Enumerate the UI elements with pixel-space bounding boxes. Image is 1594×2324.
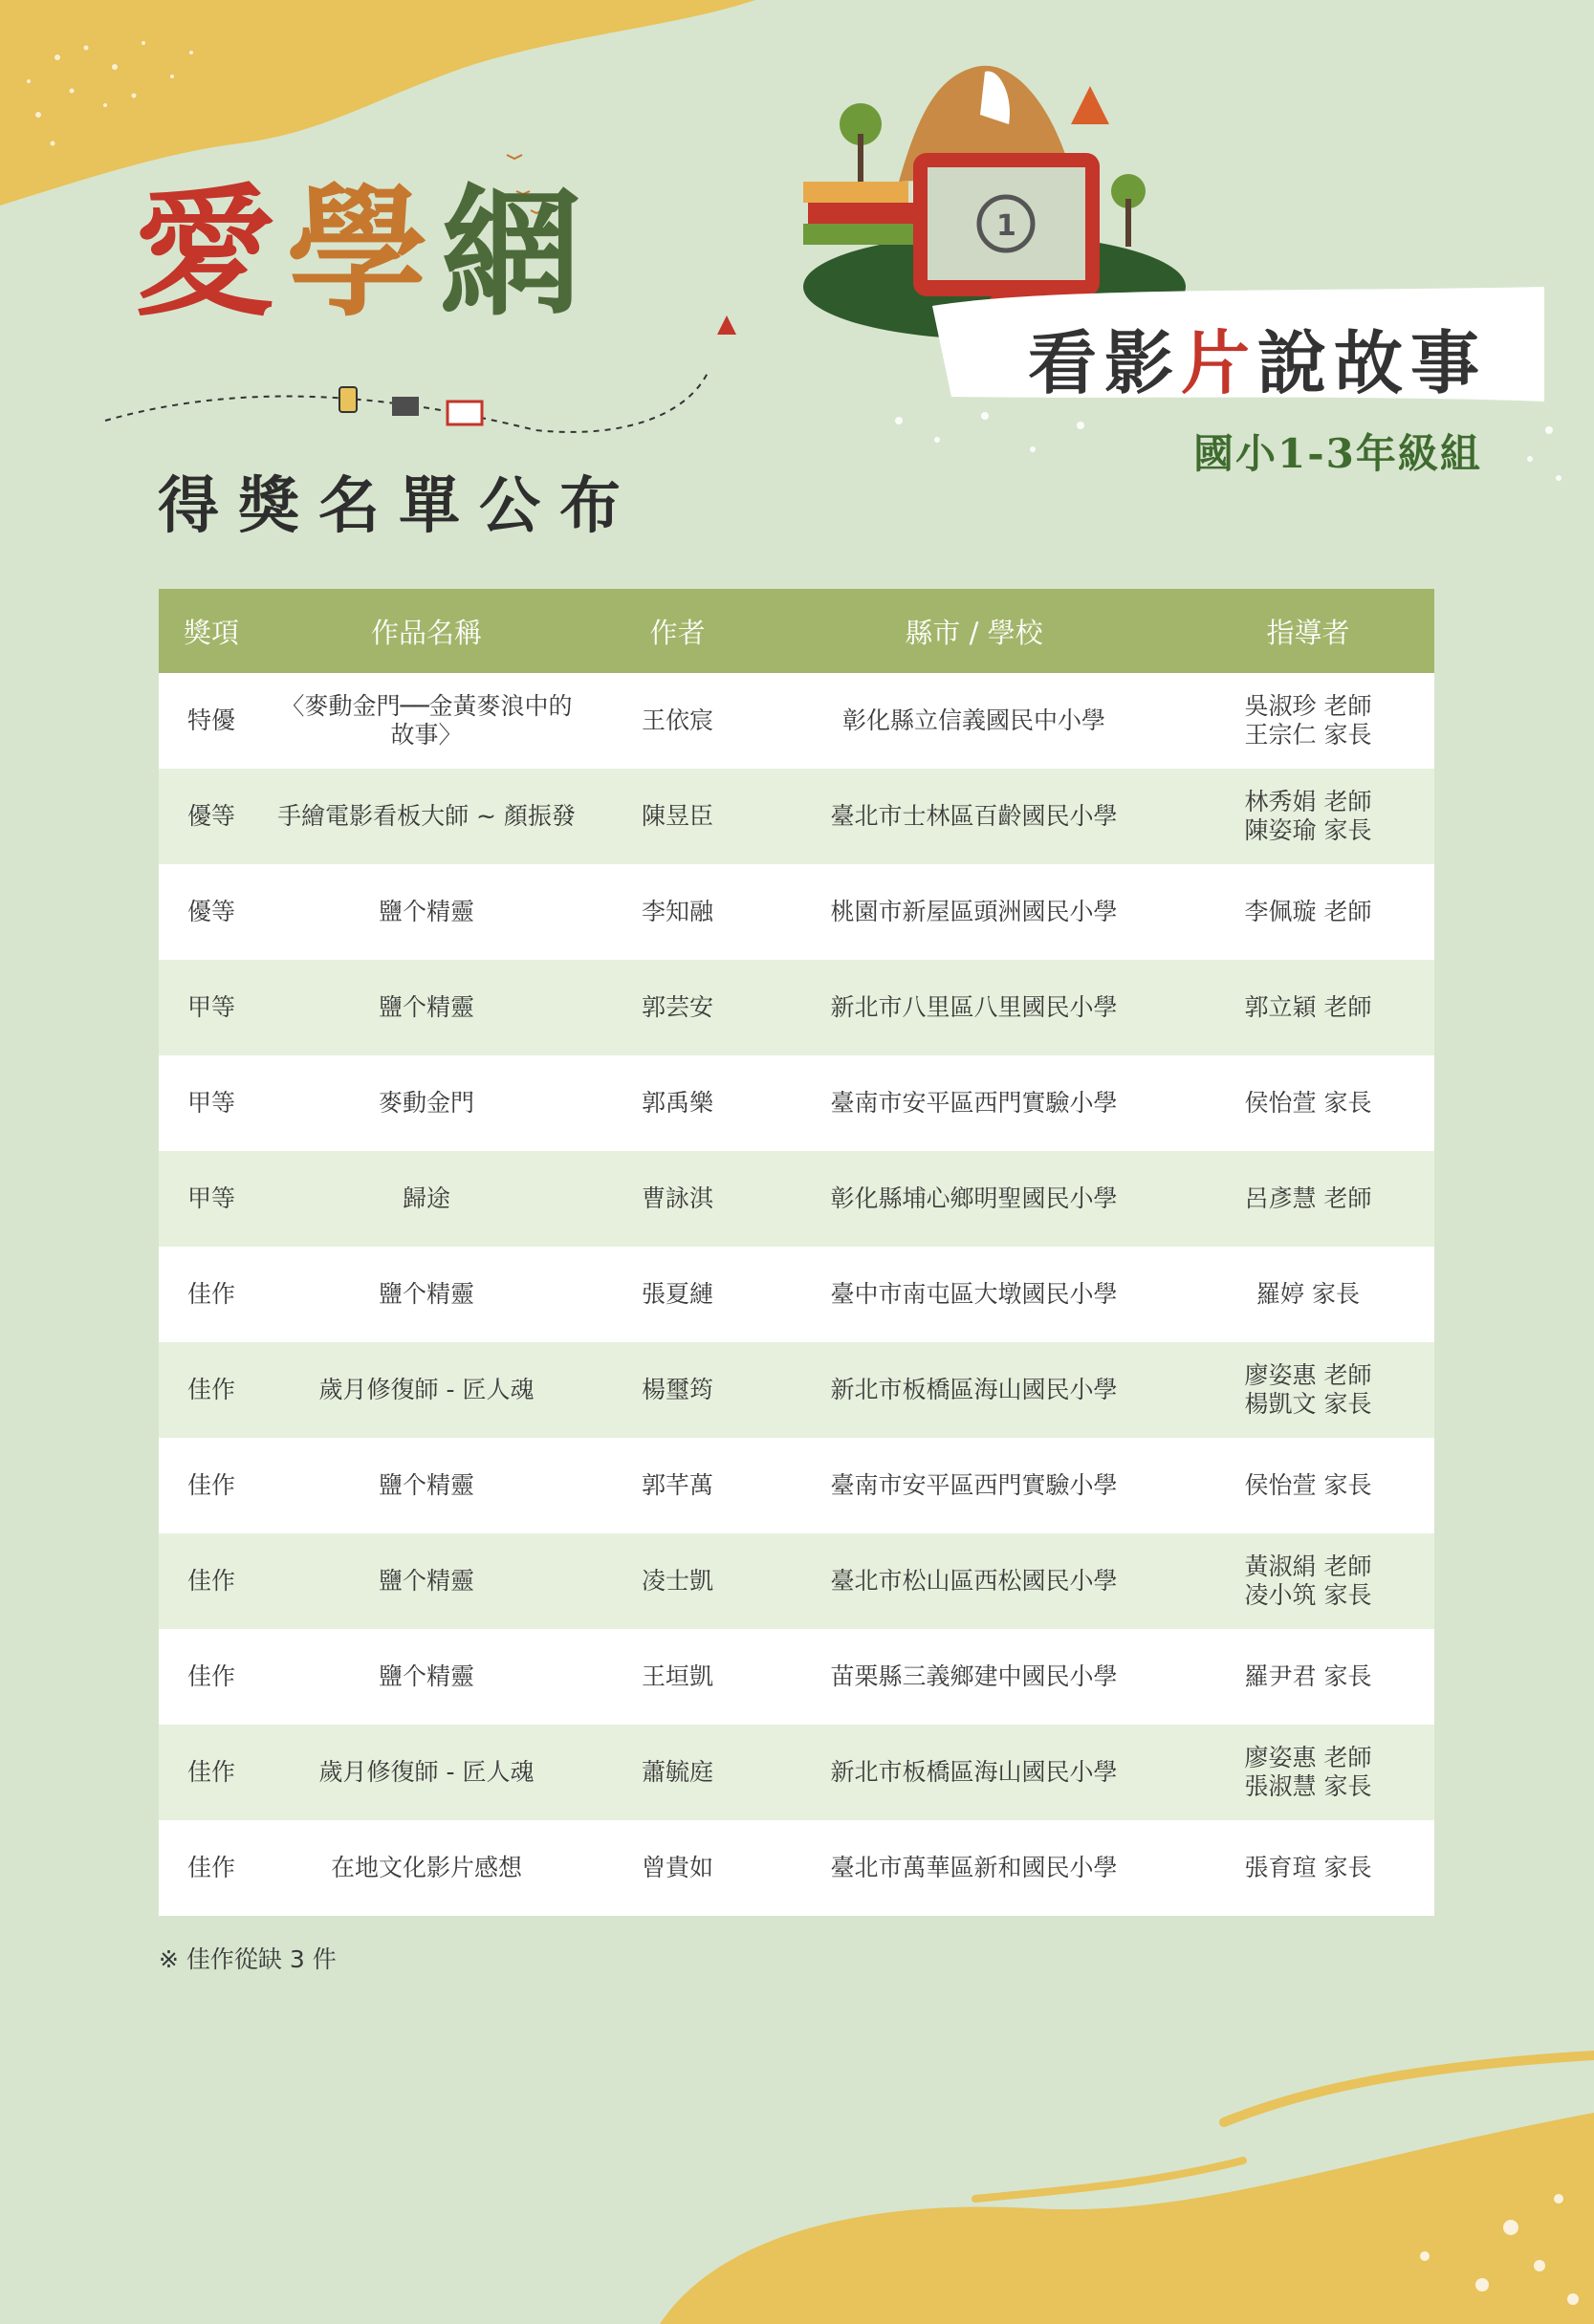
- header-award: 獎項: [159, 589, 264, 673]
- mentor-cell: [1182, 1342, 1434, 1438]
- logo-char-2: 學: [287, 169, 440, 336]
- title-cell: 麥動金門: [264, 1055, 589, 1151]
- table-row: [159, 1820, 1434, 1916]
- svg-text:1: 1: [996, 209, 1016, 243]
- award-cell: 佳作: [159, 1725, 264, 1820]
- banner-title-part2: 片: [1181, 322, 1258, 403]
- school-cell: 彰化縣埔心鄉明聖國民小學: [766, 1151, 1182, 1247]
- author-cell: 李知融: [589, 864, 766, 960]
- table-row: [159, 1725, 1434, 1820]
- mentor-cell: [1182, 960, 1434, 1055]
- logo-char-1: 愛: [134, 169, 287, 336]
- award-cell: 甲等: [159, 960, 264, 1055]
- mentor-cell: [1182, 1247, 1434, 1342]
- mentor-name: 王宗仁 家長: [1244, 721, 1372, 749]
- school-cell: 臺北市萬華區新和國民小學: [766, 1820, 1182, 1916]
- award-cell: 佳作: [159, 1533, 264, 1629]
- table-row: [159, 864, 1434, 960]
- title-cell: 歸途: [264, 1151, 589, 1247]
- mentor-cell: [1182, 1725, 1434, 1820]
- bottom-wave-decoration: [574, 2027, 1594, 2324]
- author-cell: 張夏縺: [589, 1247, 766, 1342]
- mentor-name: 李佩璇 老師: [1244, 898, 1372, 925]
- school-cell: 臺中市南屯區大墩國民小學: [766, 1247, 1182, 1342]
- table-row: [159, 1247, 1434, 1342]
- mentor-name: 羅婷 家長: [1256, 1280, 1360, 1308]
- title-cell: 鹽个精靈: [264, 1247, 589, 1342]
- mentor-cell: [1182, 769, 1434, 864]
- school-cell: 臺北市士林區百齡國民小學: [766, 769, 1182, 864]
- award-cell: 特優: [159, 673, 264, 769]
- mentor-name: 林秀娟 老師: [1244, 788, 1372, 815]
- author-cell: 凌士凱: [589, 1533, 766, 1629]
- mentor-name: 張淑慧 家長: [1244, 1772, 1372, 1800]
- awards-table: [159, 589, 1434, 1916]
- title-cell: 鹽个精靈: [264, 1533, 589, 1629]
- school-cell: 桃園市新屋區頭洲國民小學: [766, 864, 1182, 960]
- table-row: [159, 1629, 1434, 1725]
- title-cell: 歲月修復師 - 匠人魂: [264, 1725, 589, 1820]
- table-row: [159, 1438, 1434, 1533]
- mentor-name: 呂彥慧 老師: [1244, 1184, 1372, 1212]
- banner-title-part3: 說故事: [1257, 322, 1488, 403]
- logo: [134, 169, 593, 336]
- school-cell: 臺北市松山區西松國民小學: [766, 1533, 1182, 1629]
- table-header-row: [159, 589, 1434, 673]
- table-row: [159, 673, 1434, 769]
- mentor-name: 侯怡萱 家長: [1244, 1471, 1372, 1499]
- mentor-cell: [1182, 1151, 1434, 1247]
- award-cell: 佳作: [159, 1438, 264, 1533]
- title-cell: 鹽个精靈: [264, 1438, 589, 1533]
- table-body: [159, 673, 1434, 1916]
- mentor-name: 楊凱文 家長: [1244, 1390, 1372, 1418]
- table-row: [159, 960, 1434, 1055]
- award-cell: 佳作: [159, 1247, 264, 1342]
- banner-title-part1: 看影: [1028, 322, 1182, 403]
- author-cell: 王垣凱: [589, 1629, 766, 1725]
- author-cell: 曾貴如: [589, 1820, 766, 1916]
- author-cell: 陳昱臣: [589, 769, 766, 864]
- school-cell: 臺南市安平區西門實驗小學: [766, 1438, 1182, 1533]
- header-school: 縣市 / 學校: [766, 589, 1182, 673]
- author-cell: 王依宸: [589, 673, 766, 769]
- author-cell: 郭禹樂: [589, 1055, 766, 1151]
- table-row: [159, 1151, 1434, 1247]
- author-cell: 蕭毓庭: [589, 1725, 766, 1820]
- mentor-name: 張育瑄 家長: [1244, 1854, 1372, 1881]
- title-cell: 在地文化影片感想: [264, 1820, 589, 1916]
- school-cell: 新北市板橋區海山國民小學: [766, 1725, 1182, 1820]
- award-cell: 甲等: [159, 1055, 264, 1151]
- mentor-cell: [1182, 673, 1434, 769]
- award-cell: 佳作: [159, 1820, 264, 1916]
- award-cell: 佳作: [159, 1629, 264, 1725]
- header-title: 作品名稱: [264, 589, 589, 673]
- mentor-cell: [1182, 1533, 1434, 1629]
- mentor-cell: [1182, 1438, 1434, 1533]
- mentor-name: 侯怡萱 家長: [1244, 1089, 1372, 1117]
- author-cell: 楊璽筠: [589, 1342, 766, 1438]
- mentor-cell: [1182, 1055, 1434, 1151]
- table-row: [159, 1055, 1434, 1151]
- page-title: 得獎名單公布: [158, 470, 640, 542]
- table-row: [159, 1533, 1434, 1629]
- header-mentor: 指導者: [1182, 589, 1434, 673]
- mentor-cell: [1182, 1820, 1434, 1916]
- mentor-name: 陳姿瑜 家長: [1244, 816, 1372, 844]
- school-cell: 新北市板橋區海山國民小學: [766, 1342, 1182, 1438]
- award-cell: 甲等: [159, 1151, 264, 1247]
- school-cell: 新北市八里區八里國民小學: [766, 960, 1182, 1055]
- mentor-name: 廖姿惠 老師: [1244, 1744, 1372, 1771]
- mentor-name: 羅尹君 家長: [1244, 1662, 1372, 1690]
- school-cell: 彰化縣立信義國民中小學: [766, 673, 1182, 769]
- title-cell: 手繪電影看板大師 ~ 顏振發: [264, 769, 589, 864]
- mentor-cell: [1182, 1629, 1434, 1725]
- mentor-name: 凌小筑 家長: [1244, 1581, 1372, 1609]
- award-cell: 優等: [159, 769, 264, 864]
- title-cell: 歲月修復師 - 匠人魂: [264, 1342, 589, 1438]
- author-cell: 曹詠淇: [589, 1151, 766, 1247]
- table-row: [159, 1342, 1434, 1438]
- award-cell: 佳作: [159, 1342, 264, 1438]
- mentor-name: 郭立穎 老師: [1244, 993, 1372, 1021]
- logo-char-3: 網: [440, 169, 593, 336]
- title-cell: 〈麥動金門──金黃麥浪中的故事〉: [264, 673, 589, 769]
- footnote: ※ 佳作從缺 3 件: [159, 1945, 337, 1973]
- title-cell: 鹽个精靈: [264, 960, 589, 1055]
- banner-title: [1028, 308, 1487, 407]
- mentor-name: 廖姿惠 老師: [1244, 1361, 1372, 1389]
- author-cell: 郭芸安: [589, 960, 766, 1055]
- title-cell: 鹽个精靈: [264, 1629, 589, 1725]
- mentor-cell: [1182, 864, 1434, 960]
- mentor-name: 黃淑絹 老師: [1244, 1553, 1372, 1580]
- title-cell: 鹽个精靈: [264, 864, 589, 960]
- school-cell: 苗栗縣三義鄉建中國民小學: [766, 1629, 1182, 1725]
- award-cell: 優等: [159, 864, 264, 960]
- author-cell: 郭芊萬: [589, 1438, 766, 1533]
- table-row: [159, 769, 1434, 864]
- mentor-name: 吳淑珍 老師: [1244, 692, 1372, 720]
- grade-label: 國小1-3年級組: [1193, 430, 1482, 477]
- header-author: 作者: [589, 589, 766, 673]
- school-cell: 臺南市安平區西門實驗小學: [766, 1055, 1182, 1151]
